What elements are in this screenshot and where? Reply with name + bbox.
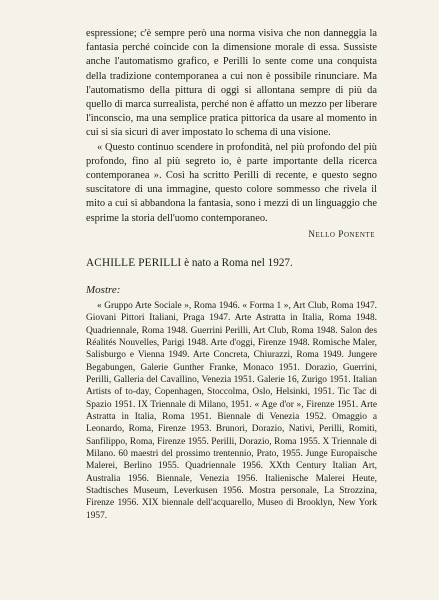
essay-author-signature: Nello Ponente — [308, 229, 375, 240]
exhibitions-list: « Gruppo Arte Sociale », Roma 1946. « Forma 1 », Art Club, Roma 1947. Giovani Pittori Italiani, Praga 1947. Arte Astratta in Italia, Roma 1948. Quadriennale, Roma 1948. Guerrini Perilli, Art Club, Roma 1948. Salon des Réalités Nouvelles, Parigi 1948. Arte d'oggi, Firenze 1948. Romische Maler, Salisburgo e Vienna 1949. Arte Concreta, Chiurazzi, Roma 1949. Jungere Begabungen, Galerie Gunther Franke, Monaco 1951. Dorazio, Guerrini, Perilli, Galleria del Cavallino, Venezia 1951. Galerie 16, Zurigo 1951. Italian Artists of to-day, Copenhagen, Stoccolma, Oslo, Helsinki, 1951. Tic Tac di Spazio 1951. IX Triennale di Milano, 1951. « Age d'or », Firenze 1951. Arte Astratta in Italia, Roma 1951. Biennale di Venezia 1952. Omaggio a Leonardo, Roma, Firenze 1953. Brunori, Dorazio, Nativi, Perilli, Romiti, Sanfilippo, Roma, Firenze 1955. Perilli, Dorazio, Roma 1955. X Triennale di Milano. 60 maestri del prossimo trentennio, Prato, 1955. Junge Europaische Malerei, Berlino 1955. Quadriennale 1956. XXth Century Italian Art, Australia 1956. Biennale, Venezia 1956. Italienische Malerei Heute, Stadtisches Museum, Leverkusen 1956. Mostra personale, La Strozzina, Firenze 1956. XIX biennale dell'acquarello, Museo di Brooklyn, New York 1957. — [86, 300, 377, 521]
essay-text — [86, 27, 377, 226]
essay-paragraph-1: espressione; c'è sempre però una norma visiva che non danneggia la fantasia perché coincide con la dimensione morale di essa. Sussiste anche l'automatismo grafico, e Perilli lo sente come una conquista della tradizione contemporanea a cui non è possibile rinunciare. Ma l'automatismo della pittura di oggi si allontana sempre di più da quello di marca surrealista, perché non è affatto un mezzo per liberare l'inconscio, ma una semplice pratica pittorica da usare al momento in cui si sia sicuri di aver impostato lo schema di una visione. — [86, 28, 377, 139]
exhibitions-heading: Mostre: — [86, 283, 121, 296]
essay-paragraph-2: « Questo continuo scendere in profondità, nel più profondo del più profondo, fino al più segreto io, è parte importante della ricerca contemporanea ». Così ha scritto Perilli di recente, e questo segno suscitatore di una immagine, questo colore sommesso che rivela il mito a cui si abbandona la fantasia, sono i mezzi di un linguaggio che esprime la storia dell'uomo contemporaneo. — [86, 141, 377, 224]
artist-bio — [86, 256, 377, 270]
artist-name: ACHILLE PERILLI — [86, 256, 182, 269]
artist-birth-info: è nato a Roma nel 1927. — [181, 256, 293, 269]
